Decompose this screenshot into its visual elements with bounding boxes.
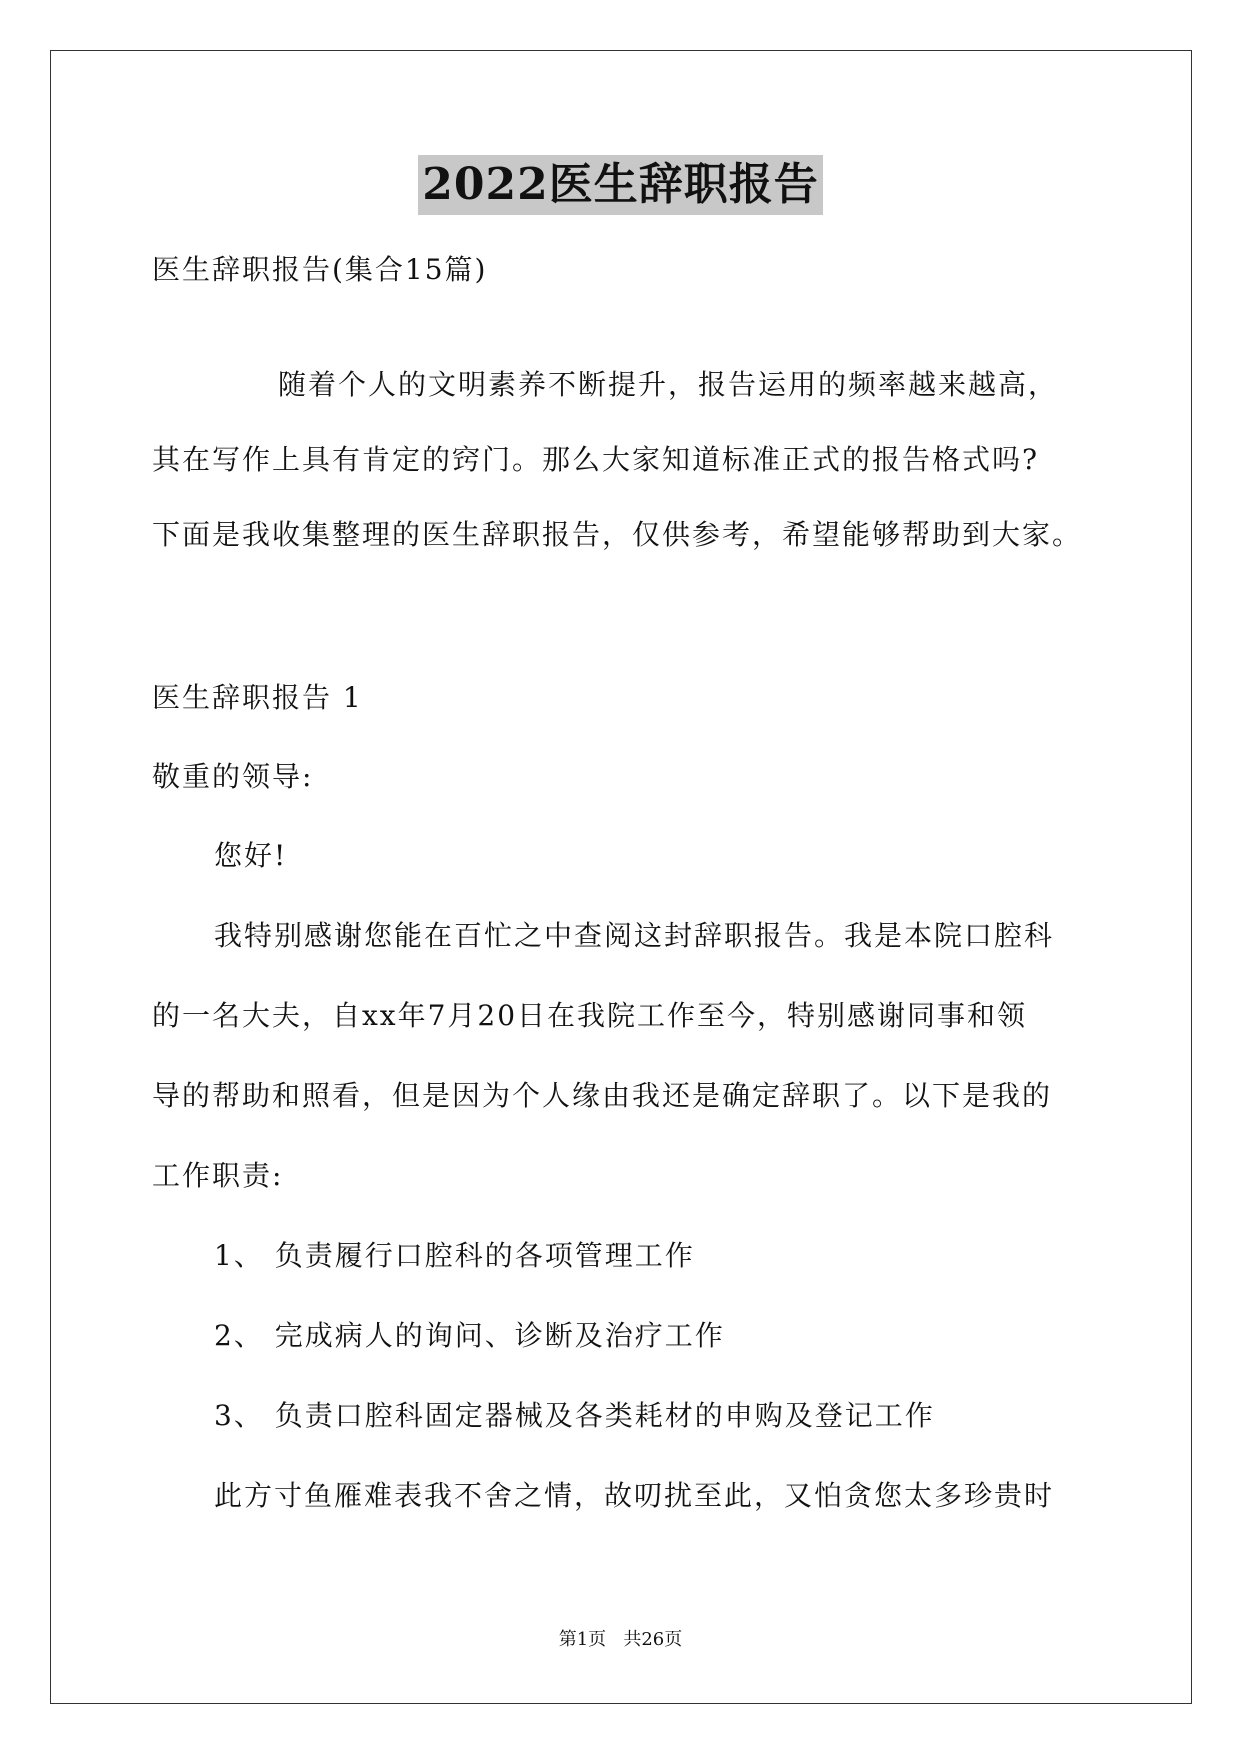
closing-line: 此方寸鱼雁难表我不舍之情，故叨扰至此，又怕贪您太多珍贵时 — [214, 1479, 1055, 1512]
page-border — [50, 50, 1192, 1704]
section-heading: 医生辞职报告 1 — [152, 681, 363, 714]
intro-line-2: 其在写作上具有肯定的窍门。那么大家知道标准正式的报告格式吗? — [152, 443, 1040, 476]
salutation: 敬重的领导: — [152, 760, 314, 793]
document-subtitle: 医生辞职报告(集合15篇) — [152, 253, 488, 286]
document-title: 2022医生辞职报告 — [418, 155, 822, 215]
intro-line-1: 随着个人的文明素养不断提升，报告运用的频率越来越高， — [278, 368, 1059, 401]
body-line-1: 我特别感谢您能在百忙之中查阅这封辞职报告。我是本院口腔科 — [214, 919, 1055, 952]
greeting: 您好! — [214, 839, 288, 872]
duty-item-1: 1、 负责履行口腔科的各项管理工作 — [214, 1239, 695, 1272]
intro-line-3: 下面是我收集整理的医生辞职报告，仅供参考，希望能够帮助到大家。 — [152, 518, 1083, 551]
body-line-2: 的一名大夫，自xx年7月20日在我院工作至今，特别感谢同事和领 — [152, 999, 1028, 1032]
duty-item-2: 2、 完成病人的询问、诊断及治疗工作 — [214, 1319, 725, 1352]
body-line-4: 工作职责: — [152, 1159, 284, 1192]
body-line-3: 导的帮助和照看，但是因为个人缘由我还是确定辞职了。以下是我的 — [152, 1079, 1053, 1112]
page-footer: 第1页 共26页 — [558, 1629, 683, 1650]
duty-item-3: 3、 负责口腔科固定器械及各类耗材的申购及登记工作 — [214, 1399, 935, 1432]
title-container — [0, 155, 1241, 215]
